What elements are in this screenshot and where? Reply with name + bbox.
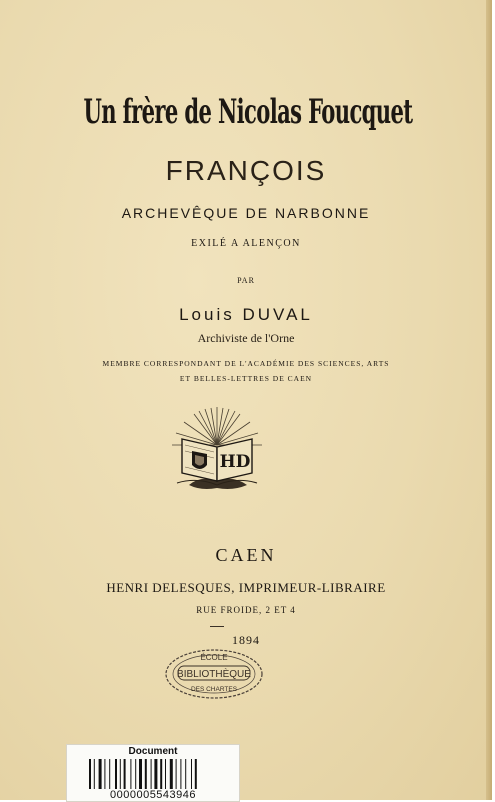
printer-emblem-icon	[167, 405, 267, 493]
barcode-number: 0000005543946	[109, 789, 197, 801]
svg-text:HD: HD	[219, 452, 251, 472]
publisher-name: HENRI DELESQUES, IMPRIMEUR-LIBRAIRE	[106, 580, 386, 595]
divider-rule	[210, 626, 224, 627]
barcode-label	[66, 744, 240, 802]
publisher-address: RUE FROIDE, 2 ET 4	[196, 605, 296, 615]
library-stamp-icon	[162, 645, 266, 703]
barcode-icon	[89, 759, 217, 789]
subject-name: FRANÇOIS	[165, 155, 327, 186]
book-title: Un frère de Nicolas Foucquet	[83, 92, 413, 132]
author-membership-line2: ET BELLES-LETTRES DE CAEN	[179, 374, 313, 383]
publication-year: 1894	[232, 633, 260, 647]
author-membership-line1: MEMBRE CORRESPONDANT DE L'ACADÉMIE DES SCIENCES, ARTS	[102, 359, 390, 368]
by-label: PAR	[237, 276, 255, 285]
svg-text:ÉCOLE: ÉCOLE	[200, 653, 228, 662]
svg-text:BIBLIOTHÈQUE: BIBLIOTHÈQUE	[177, 669, 251, 680]
author-name: Louis DUVAL	[179, 305, 313, 324]
svg-text:DES CHARTES: DES CHARTES	[190, 686, 238, 693]
publisher-city: CAEN	[215, 545, 277, 565]
subject-note: EXILÉ A ALENÇON	[191, 238, 301, 249]
subject-title: ARCHEVÊQUE DE NARBONNE	[121, 205, 371, 221]
author-role: Archiviste de l'Orne	[197, 331, 295, 345]
barcode-title: Document	[128, 746, 178, 757]
